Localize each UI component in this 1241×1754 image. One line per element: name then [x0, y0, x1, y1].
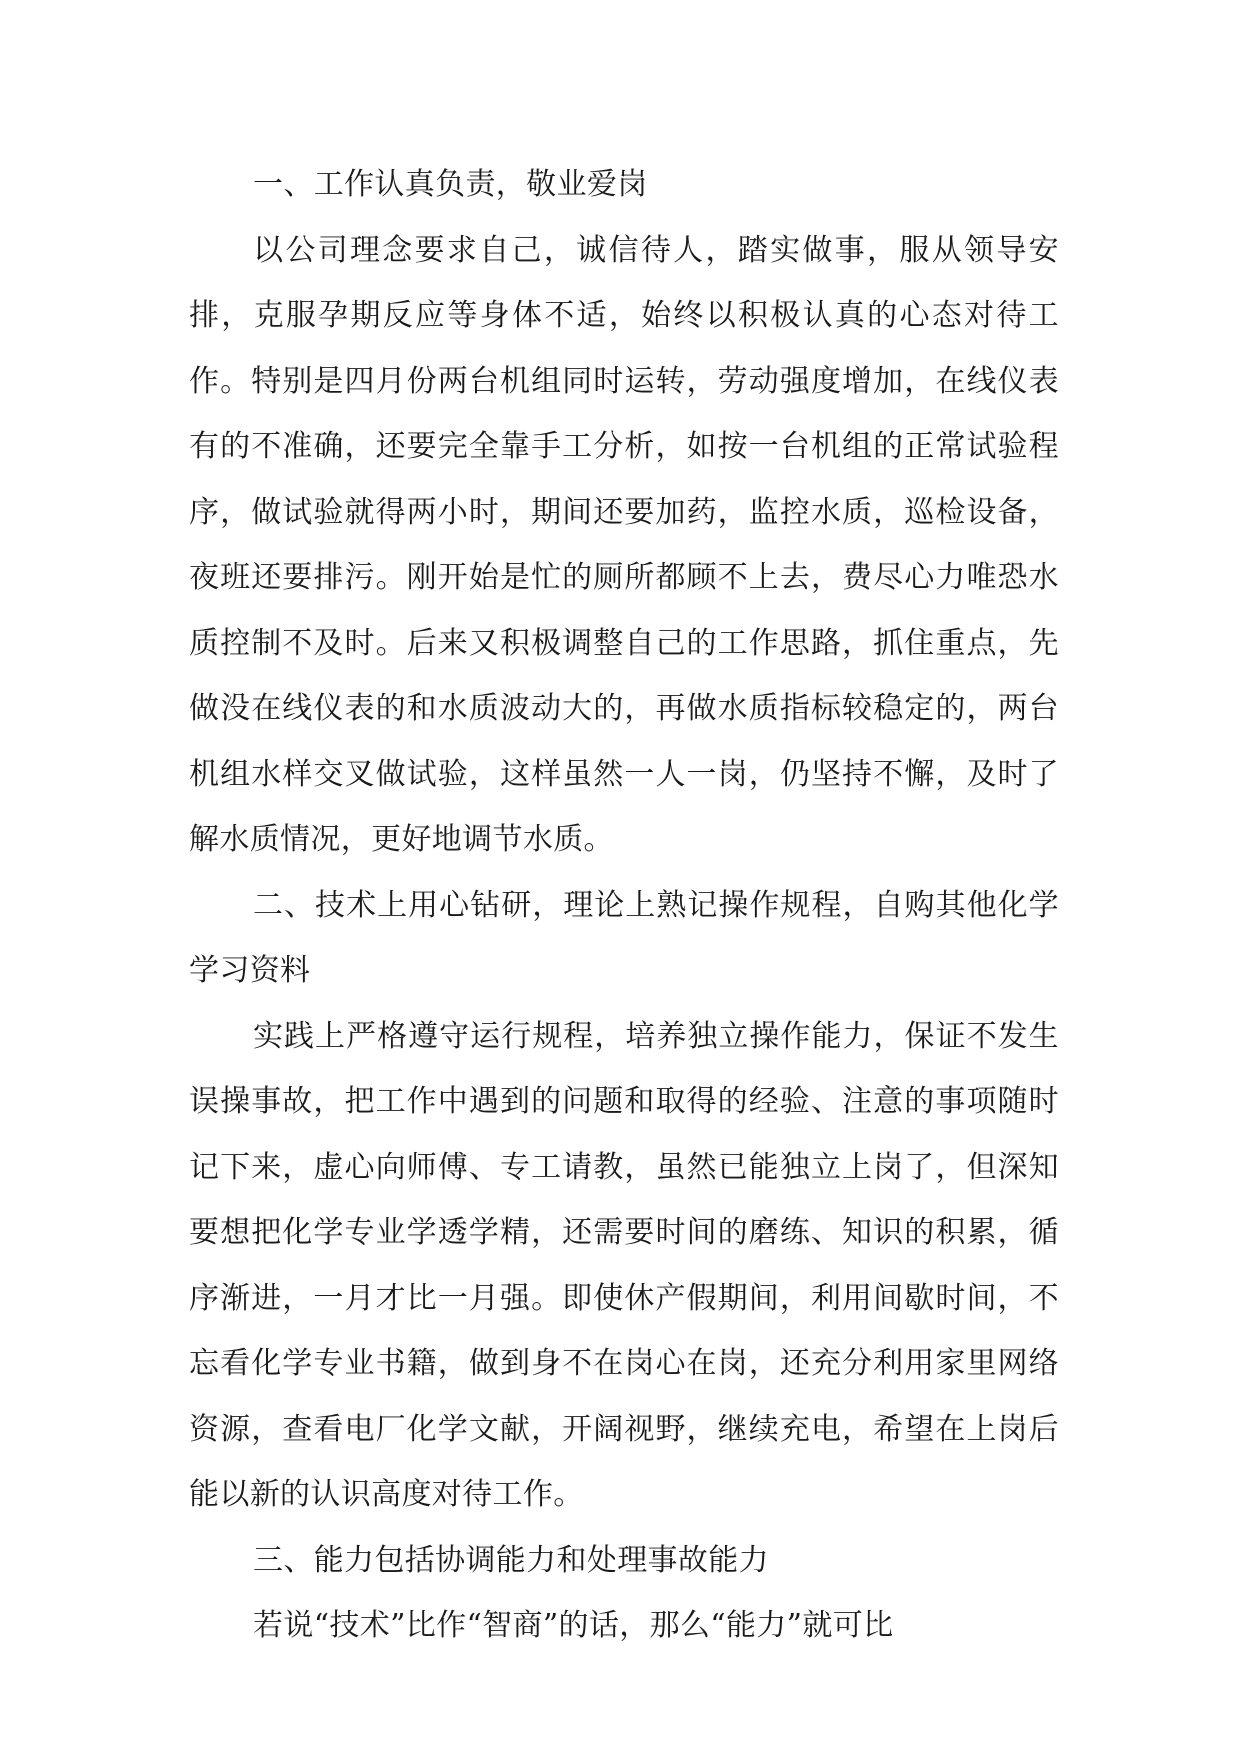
body-paragraph-1: 以公司理念要求自己，诚信待人，踏实做事，服从领导安排，克服孕期反应等身体不适，始终以积极认真的心态对待工作。特别是四月份两台机组同时运转，劳动强度增加，在线仪表有的不准确，还要完全靠手工分析，如按一台机组的正常试验程序，做试验就得两小时，期间还要加药，监控水质，巡检设备，夜班还要排污。刚开始是忙的厕所都顾不上去，费尽心力唯恐水质控制不及时。后来又积极调整自己的工作思路，抓住重点，先做没在线仪表的和水质波动大的，再做水质指标较稳定的，两台机组水样交叉做试验，这样虽然一人一岗，仍坚持不懈，及时了解水质情况，更好地调节水质。	[189, 232, 1059, 857]
section-heading-1: 一、工作认真负责，敬业爱岗	[253, 167, 648, 202]
section-heading-2: 二、技术上用心钻研，理论上熟记操作规程，自购其他化学学习资料	[189, 887, 1059, 988]
body-paragraph-2: 实践上严格遵守运行规程，培养独立操作能力，保证不发生误操事故，把工作中遇到的问题和取得的经验、注意的事项随时记下来，虚心向师傅、专工请教，虽然已能独立上岗了，但深知要想把化学专业学透学精，还需要时间的磨练、知识的积累，循序渐进，一月才比一月强。即使休产假期间，利用间歇时间，不忘看化学专业书籍，做到身不在岗心在岗，还充分利用家里网络资源，查看电厂化学文献，开阔视野，继续充电，希望在上岗后能以新的认识高度对待工作。	[189, 1018, 1059, 1512]
document-body	[189, 152, 1059, 1659]
section-heading-3: 三、能力包括协调能力和处理事故能力	[253, 1542, 769, 1578]
body-paragraph-3: 若说“技术”比作“智商”的话，那么“能力”就可比	[253, 1608, 894, 1643]
